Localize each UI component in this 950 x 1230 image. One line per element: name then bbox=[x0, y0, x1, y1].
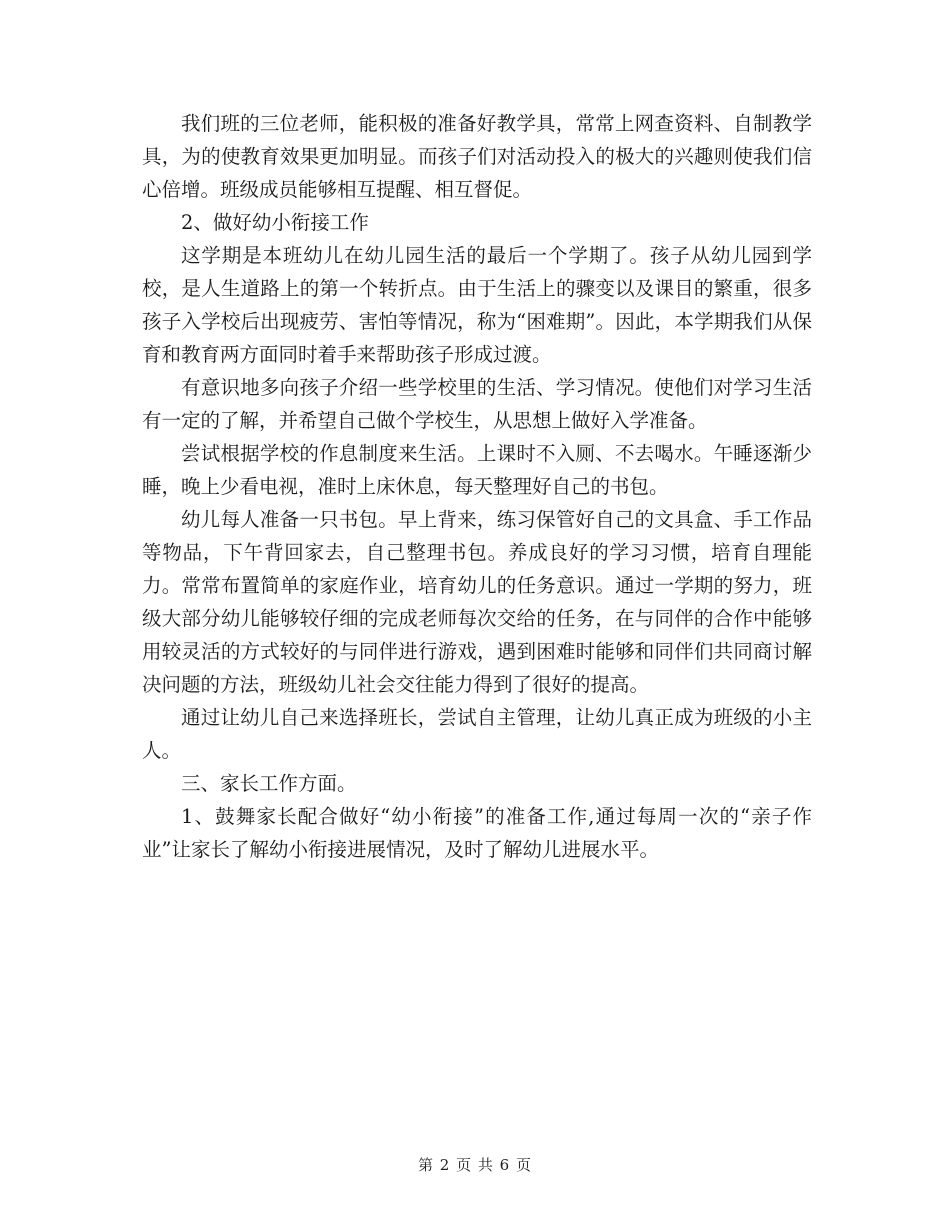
page-number-footer: 第 2 页 共 6 页 bbox=[418, 1156, 532, 1174]
paragraph-schoolbag: 幼儿每人准备一只书包。早上背来，练习保管好自己的文具盒、手工作品等物品，下午背回家去，自己整理书包。养成良好的学习习惯，培育自理能力。常常布置简单的家庭作业，培育幼儿的任务意识。通过一学期的努力，班级大部分幼儿能够较仔细的完成老师每次交给的任务，在与同伴的合作中能够用较灵活的方式较好的与同伴进行游戏，遇到困难时能够和同伴们共同商讨解决问题的方法，班级幼儿社会交往能力得到了很好的提高。 bbox=[142, 508, 812, 696]
paragraph-teachers: 我们班的三位老师，能积极的准备好教学具，常常上网查资料、自制教学具，为的使教育效果更加明显。而孩子们对活动投入的极大的兴趣则使我们信心倍增。班级成员能够相互提醒、相互督促。 bbox=[142, 112, 812, 201]
paragraph-schedule: 尝试根据学校的作息制度来生活。上课时不入厕、不去喝水。午睡逐渐少睡，晚上少看电视，准时上床休息，每天整理好自己的书包。 bbox=[142, 442, 812, 498]
heading-transition-work: 2、做好幼小衔接工作 bbox=[181, 211, 369, 234]
document-body bbox=[142, 107, 812, 866]
paragraph-school-intro: 有意识地多向孩子介绍一些学校里的生活、学习情况。使他们对学习生活有一定的了解，并希望自己做个学校生，从思想上做好入学准备。 bbox=[142, 376, 812, 432]
paragraph-parent-cooperation: 1、鼓舞家长配合做好“幼小衔接”的准备工作,通过每周一次的“亲子作业”让家长了解幼小衔接进展情况，及时了解幼儿进展水平。 bbox=[142, 805, 812, 861]
heading-parent-work: 三、家长工作方面。 bbox=[181, 772, 357, 795]
paragraph-class-monitor: 通过让幼儿自己来选择班长，尝试自主管理，让幼儿真正成为班级的小主人。 bbox=[142, 706, 812, 762]
paragraph-last-semester: 这学期是本班幼儿在幼儿园生活的最后一个学期了。孩子从幼儿园到学校，是人生道路上的第一个转折点。由于生活上的骤变以及课目的繁重，很多孩子入学校后出现疲劳、害怕等情况，称为“困难期”。因此，本学期我们从保育和教育两方面同时着手来帮助孩子形成过渡。 bbox=[142, 244, 812, 366]
